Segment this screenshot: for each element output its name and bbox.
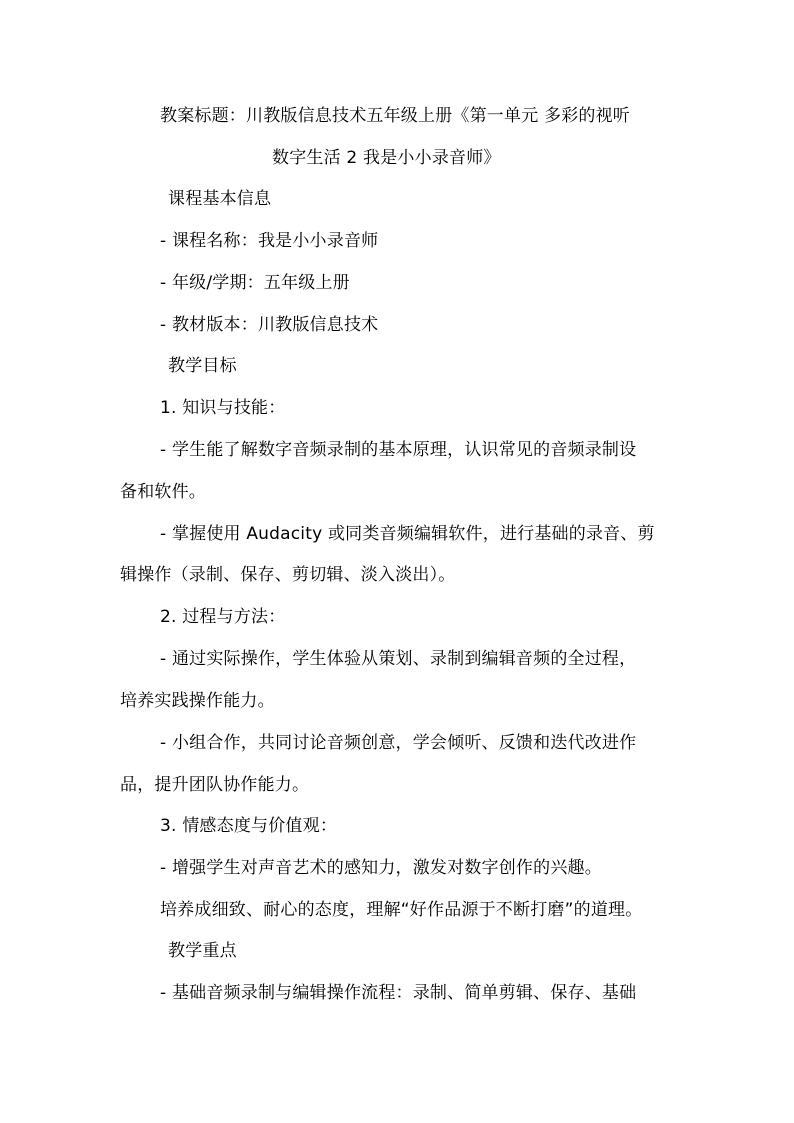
document-title-line-2: 数字生活 2 我是小小录音师》 bbox=[272, 148, 501, 168]
objective-3-title: 3. 情感态度与价值观： bbox=[160, 816, 338, 836]
objective-1-title: 1. 知识与技能： bbox=[160, 398, 286, 418]
document-title-line-1: 教案标题：川教版信息技术五年级上册《第一单元 多彩的视听 bbox=[160, 106, 631, 126]
objective-1-item-2-line-2: 辑操作（录制、保存、剪切辑、淡入淡出）。 bbox=[120, 565, 456, 585]
objective-2-item-1-line-1: - 通过实际操作，学生体验从策划、录制到编辑音频的全过程， bbox=[160, 649, 637, 669]
objective-1-item-2-line-1: - 掌握使用 Audacity 或同类音频编辑软件，进行基础的录音、剪 bbox=[160, 524, 655, 544]
objective-3-item-2: 培养成细致、耐心的态度，理解“好作品源于不断打磨”的道理。 bbox=[160, 900, 643, 920]
objective-2-title: 2. 过程与方法： bbox=[160, 607, 286, 627]
objective-1-item-1-line-1: - 学生能了解数字音频录制的基本原理，认识常见的音频录制设 bbox=[160, 440, 637, 460]
objective-3-item-1: - 增强学生对声音艺术的感知力，激发对数字创作的兴趣。 bbox=[160, 858, 602, 878]
objective-2-item-2-line-1: - 小组合作，共同讨论音频创意，学会倾听、反馈和迭代改进作 bbox=[160, 733, 637, 753]
key-point-1-line-1: - 基础音频录制与编辑操作流程：录制、简单剪辑、保存、基础 bbox=[160, 983, 637, 1003]
section-heading-key-points: 教学重点 bbox=[168, 941, 237, 961]
section-heading-basic-info: 课程基本信息 bbox=[168, 189, 272, 209]
objective-2-item-1-line-2: 培养实践操作能力。 bbox=[120, 691, 275, 711]
course-name-line: - 课程名称：我是小小录音师 bbox=[160, 231, 379, 251]
textbook-version-line: - 教材版本：川教版信息技术 bbox=[160, 315, 379, 335]
grade-term-line: - 年级/学期：五年级上册 bbox=[160, 273, 350, 293]
objective-1-item-1-line-2: 备和软件。 bbox=[120, 482, 206, 502]
section-heading-objectives: 教学目标 bbox=[168, 356, 237, 376]
objective-2-item-2-line-2: 品，提升团队协作能力。 bbox=[120, 775, 310, 795]
